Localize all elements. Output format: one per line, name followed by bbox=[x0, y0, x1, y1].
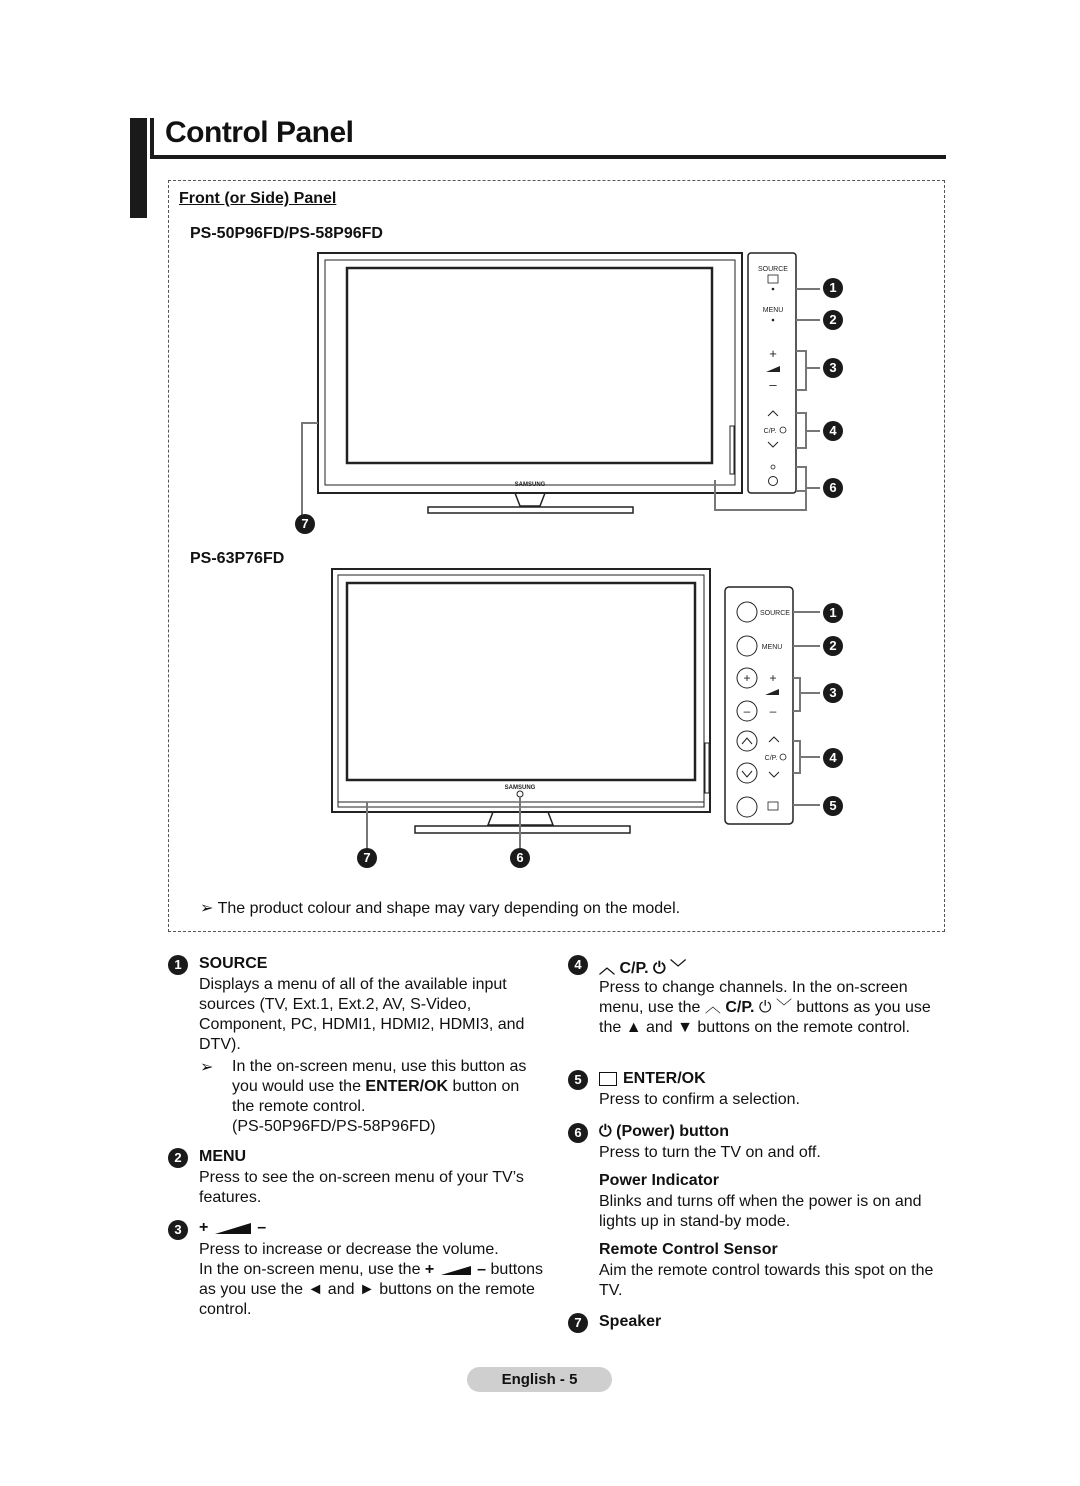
side-panel-b bbox=[725, 587, 793, 824]
chevron-down-icon bbox=[769, 772, 779, 777]
item-number-1: 1 bbox=[168, 955, 188, 975]
callout-a-4: 4 bbox=[823, 421, 843, 441]
power-indicator-text: Blinks and turns off when the power is on and lights up in stand-by mode. bbox=[599, 1193, 922, 1230]
chevron-down-icon: ﹀ bbox=[775, 999, 792, 1016]
svg-text:–: – bbox=[743, 704, 751, 718]
callout-b-4: 4 bbox=[823, 748, 843, 768]
chevron-up-icon bbox=[769, 737, 779, 742]
menu-text: Press to see the on-screen menu of your TV’s features. bbox=[199, 1169, 524, 1206]
panel-a-menu-label: MENU bbox=[762, 307, 784, 314]
volume-plus-icon: + bbox=[769, 671, 777, 685]
model-label-b: PS-63P76FD bbox=[190, 550, 285, 567]
brand-logo-a: SAMSUNG bbox=[514, 482, 546, 488]
panel-a-source-label: SOURCE bbox=[758, 266, 788, 273]
callout-a-1: 1 bbox=[823, 278, 843, 298]
volume-minus-icon: – bbox=[769, 377, 777, 392]
callout-b-7: 7 bbox=[357, 848, 377, 868]
chevron-up-icon: ︿ bbox=[704, 999, 721, 1016]
item-number-7: 7 bbox=[568, 1313, 588, 1333]
volume-text-2: In the on-screen menu, use the + – buttons as you use the ◄ and ► buttons on the remote control. bbox=[199, 1261, 544, 1318]
power-indicator-title: Power Indicator bbox=[599, 1172, 720, 1189]
note-arrow-icon: ➢ bbox=[200, 900, 214, 917]
channel-text: Press to change channels. In the on-screen menu, use the ︿ C/P. ⏻ ﹀ buttons as you use the ▲ and ▼ buttons on the remote control. bbox=[599, 979, 931, 1036]
tv-frame-a bbox=[318, 253, 742, 513]
power-icon: ⏻ bbox=[652, 960, 666, 977]
remote-sensor-title: Remote Control Sensor bbox=[599, 1241, 778, 1258]
chevron-up-icon bbox=[768, 411, 778, 416]
power-icon: ⏻ bbox=[758, 999, 772, 1016]
power-icon bbox=[780, 427, 786, 433]
callout-b-6: 6 bbox=[510, 848, 530, 868]
item-number-6: 6 bbox=[568, 1123, 588, 1143]
callout-b-3: 3 bbox=[823, 683, 843, 703]
model-label-a: PS-50P96FD/PS-58P96FD bbox=[190, 225, 383, 242]
callout-b-1: 1 bbox=[823, 603, 843, 623]
source-note: In the on-screen menu, use this button as you would use the ENTER/OK button on the remote control. bbox=[232, 1058, 527, 1115]
callout-b-2: 2 bbox=[823, 636, 843, 656]
tv-diagram-a bbox=[290, 248, 860, 538]
channel-title: ︿ C/P. ⏻ ﹀ bbox=[599, 960, 687, 977]
source-title: SOURCE bbox=[199, 955, 268, 972]
power-title: ⏻ (Power) button bbox=[599, 1123, 729, 1140]
volume-icon bbox=[765, 689, 779, 695]
power-icon bbox=[780, 754, 786, 760]
enter-icon bbox=[599, 1072, 617, 1086]
volume-icon bbox=[439, 1264, 473, 1276]
item-number-2: 2 bbox=[168, 1148, 188, 1168]
callout-a-3: 3 bbox=[823, 358, 843, 378]
page-title: Control Panel bbox=[165, 116, 354, 149]
enter-icon bbox=[768, 802, 778, 810]
remote-sensor-text: Aim the remote control towards this spot on the TV. bbox=[599, 1262, 934, 1299]
panel-b-menu-label: MENU bbox=[761, 644, 783, 651]
source-text: Displays a menu of all of the available input sources (TV, Ext.1, Ext.2, AV, S-Video, Component, PC, HDMI1, HDMI2, HDMI3, and DTV). bbox=[199, 976, 525, 1053]
page-footer: English - 5 bbox=[467, 1367, 612, 1392]
enter-title: ENTER/OK bbox=[599, 1070, 706, 1088]
volume-text-1: Press to increase or decrease the volume. bbox=[199, 1241, 499, 1258]
panel-a-cp-label: C/P. bbox=[763, 428, 777, 435]
chevron-down-icon: ﹀ bbox=[670, 960, 687, 977]
title-accent-bar-inner bbox=[150, 118, 154, 158]
note-arrow-icon: ➢ bbox=[200, 1059, 214, 1076]
brand-logo-b: SAMSUNG bbox=[504, 785, 536, 791]
callout-a-7: 7 bbox=[295, 514, 315, 534]
panel-b-cp-label: C/P. bbox=[764, 755, 778, 762]
item-number-3: 3 bbox=[168, 1220, 188, 1240]
item-number-5: 5 bbox=[568, 1070, 588, 1090]
volume-icon bbox=[213, 1221, 253, 1235]
volume-title: + – bbox=[199, 1219, 267, 1236]
input-icon bbox=[768, 275, 778, 283]
chevron-up-icon: ︿ bbox=[599, 960, 616, 977]
menu-title: MENU bbox=[199, 1148, 247, 1165]
title-accent-bar bbox=[130, 118, 147, 218]
callout-a-6: 6 bbox=[823, 478, 843, 498]
power-button-icon bbox=[769, 477, 778, 486]
enter-text: Press to confirm a selection. bbox=[599, 1091, 800, 1108]
model-note-text: The product colour and shape may vary depending on the model. bbox=[217, 900, 681, 917]
callout-a-2: 2 bbox=[823, 310, 843, 330]
callout-b-5: 5 bbox=[823, 796, 843, 816]
volume-icon bbox=[766, 366, 780, 372]
source-note-models: (PS-50P96FD/PS-58P96FD) bbox=[232, 1118, 436, 1135]
panel-b-source-label: SOURCE bbox=[760, 610, 790, 617]
power-text: Press to turn the TV on and off. bbox=[599, 1144, 821, 1161]
model-note bbox=[200, 898, 680, 918]
tv-frame-b bbox=[332, 569, 710, 833]
section-heading: Front (or Side) Panel bbox=[179, 190, 337, 207]
item-number-4: 4 bbox=[568, 955, 588, 975]
chevron-down-icon bbox=[768, 442, 778, 447]
power-icon: ⏻ bbox=[599, 1123, 612, 1140]
power-indicator-icon bbox=[771, 465, 775, 469]
volume-minus-icon: – bbox=[769, 704, 777, 718]
title-rule bbox=[150, 155, 946, 159]
volume-plus-icon: + bbox=[769, 346, 777, 361]
svg-text:+: + bbox=[743, 671, 751, 685]
tv-diagram-b bbox=[325, 565, 855, 850]
speaker-title: Speaker bbox=[599, 1313, 662, 1330]
